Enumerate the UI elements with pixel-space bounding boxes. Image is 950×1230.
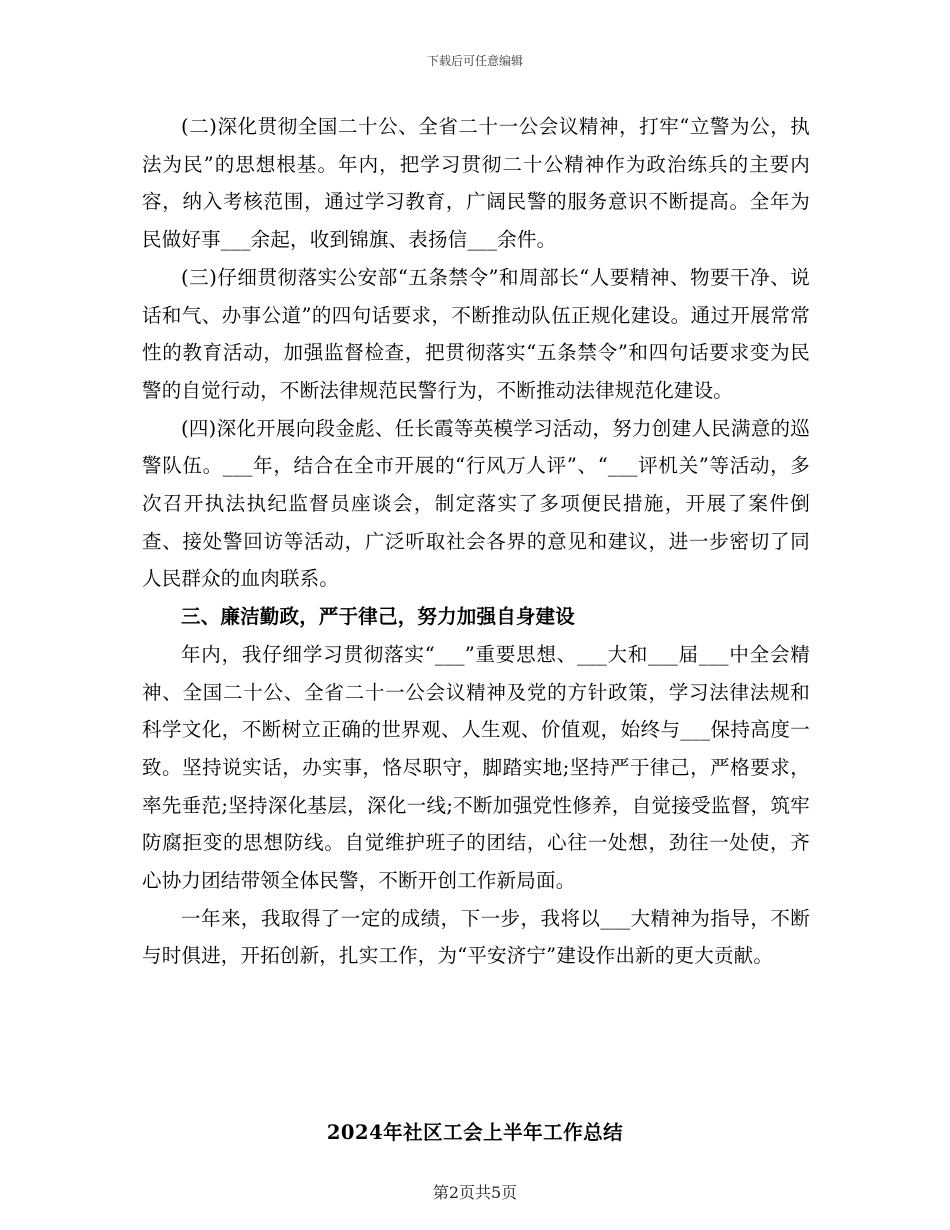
paragraph-item-4: (四)深化开展向段金彪、任长霞等英模学习活动，努力创建人民满意的巡警队伍。___年，结合在全市开展的“行风万人评”、“___评机关”等活动，多次召开执法执纪监督员座谈会，制定落实了多项便民措施，开展了案件倒查、接处警回访等活动，广泛听取社会各界的意见和建议，进一步密切了同人民群众的血肉联系。	[142, 416, 810, 591]
page-header-note: 下载后可任意编辑	[426, 54, 523, 68]
document-body	[142, 108, 810, 975]
section-heading-3: 三、廉洁勤政，严于律己，努力加强自身建设	[181, 605, 576, 629]
paragraph-self-building: 年内，我仔细学习贯彻落实“___”重要思想、___大和___届___中全会精神、全国二十公、全省二十一公会议精神及党的方针政策，学习法律法规和科学文化，不断树立正确的世界观、人生观、价值观，始终与___保持高度一致。坚持说实话，办实事，恪尽职守，脚踏实地;坚持严于律己，严格要求，率先垂范;坚持深化基层，深化一线;不断加强党性修养，自觉接受监督，筑牢防腐拒变的思想防线。自觉维护班子的团结，心往一处想，劲往一处使，齐心协力团结带领全体民警，不断开创工作新局面。	[142, 642, 810, 893]
paragraph-conclusion: 一年来，我取得了一定的成绩，下一步，我将以___大精神为指导，不断与时俱进，开拓创新，扎实工作，为“平安济宁”建设作出新的更大贡献。	[142, 906, 810, 968]
page-number: 第2页共5页	[432, 1183, 518, 1202]
paragraph-item-2: (二)深化贯彻全国二十公、全省二十一公会议精神，打牢“立警为公，执法为民”的思想根基。年内，把学习贯彻二十公精神作为政治练兵的主要内容，纳入考核范围，通过学习教育，广阔民警的服务意识不断提高。全年为民做好事___余起，收到锦旗、表扬信___余件。	[142, 115, 810, 252]
paragraph-item-3: (三)仔细贯彻落实公安部“五条禁令”和周部长“人要精神、物要干净、说话和气、办事公道”的四句话要求，不断推动队伍正规化建设。通过开展常常性的教育活动，加强监督检查，把贯彻落实“五条禁令”和四句话要求变为民警的自觉行动，不断法律规范民警行为，不断推动法律规范化建设。	[142, 265, 810, 402]
next-document-title: 2024年社区工会上半年工作总结	[326, 1121, 624, 1144]
